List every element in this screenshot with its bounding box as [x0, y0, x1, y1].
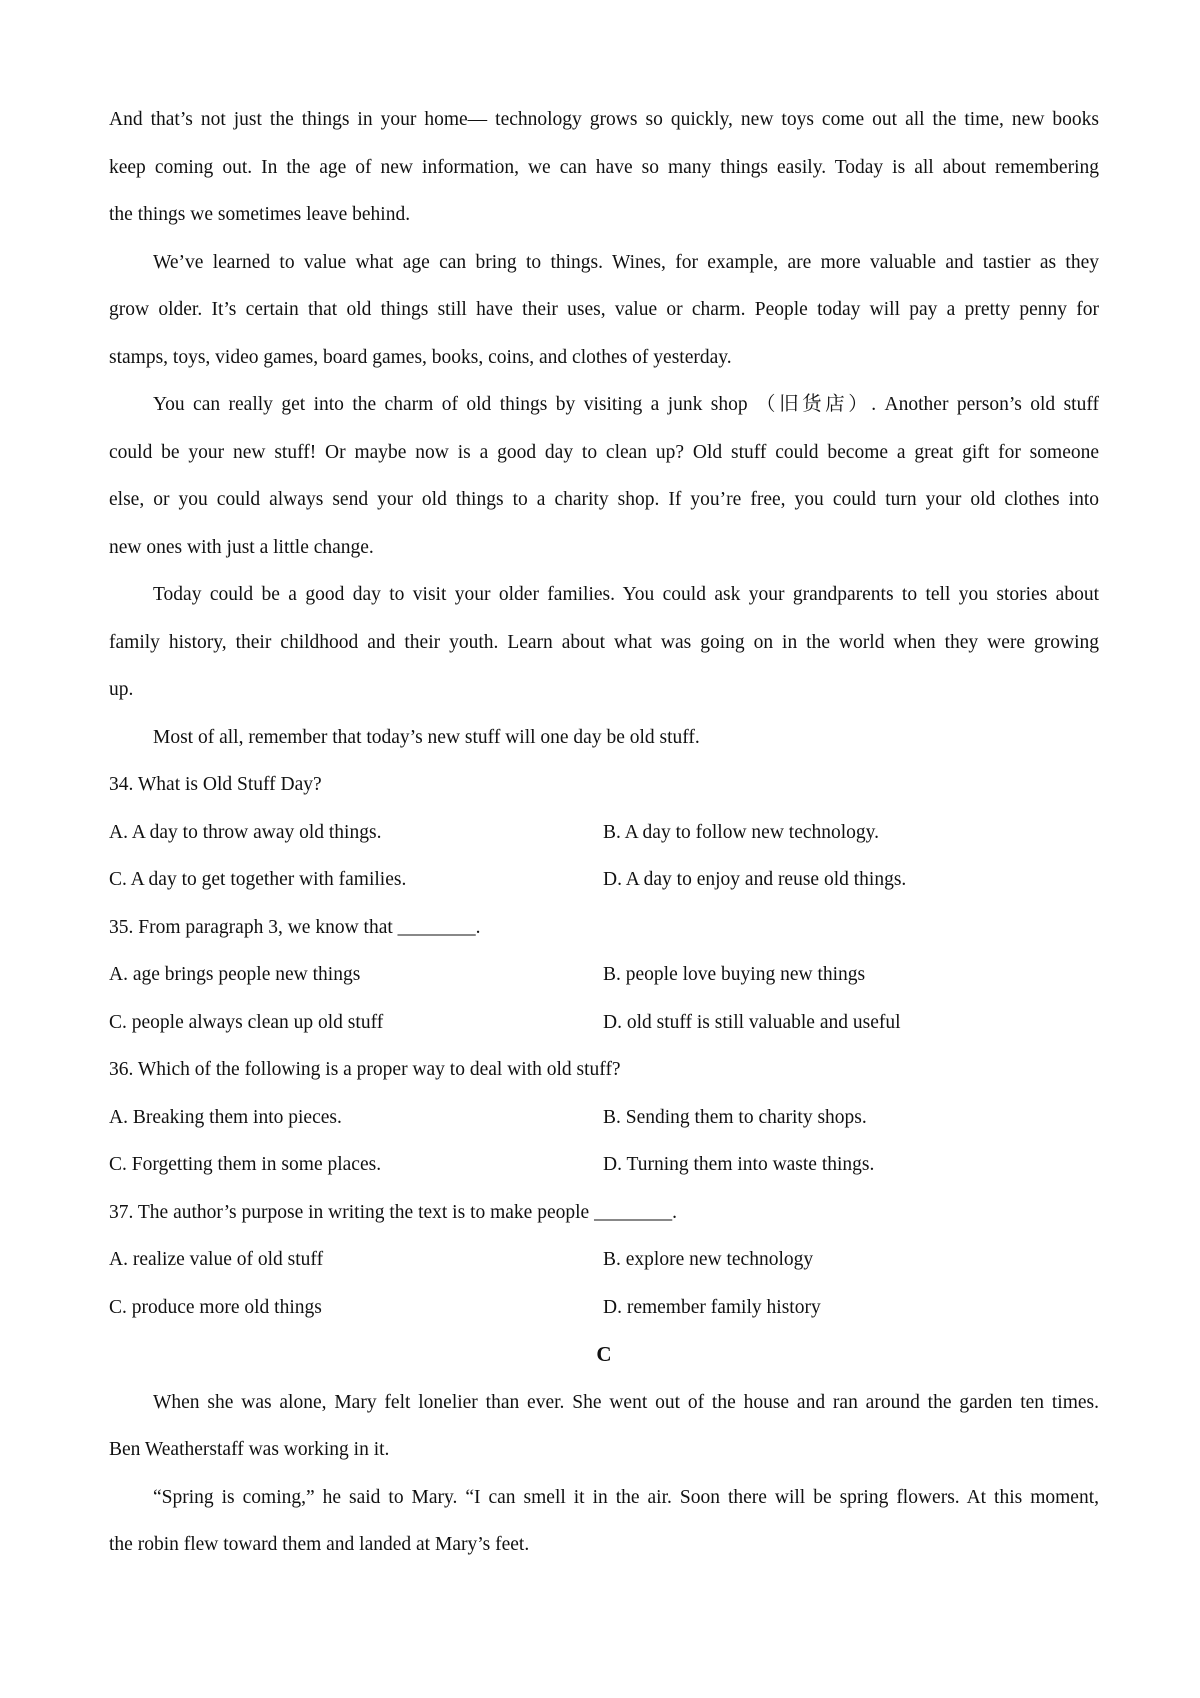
- passage-line: else, or you could always send your old things to a charity shop. If you’re free, you could turn your old clothes into: [109, 489, 1099, 510]
- passage-line: up.: [109, 679, 134, 700]
- passage-line: Ben Weatherstaff was working in it.: [109, 1439, 390, 1460]
- option-row: [109, 1236, 1099, 1284]
- option-row: [109, 999, 1099, 1047]
- passage-line: We’ve learned to value what age can bring to things. Wines, for example, are more valuable and tastier as they: [153, 251, 1099, 273]
- passage-line: stamps, toys, video games, board games, books, coins, and clothes of yesterday.: [109, 346, 732, 368]
- option-b: B. Sending them to charity shops.: [603, 1106, 867, 1128]
- passage-line: “Spring is coming,” he said to Mary. “I can smell it in the air. Soon there will be spring flowers. At this moment,: [153, 1486, 1099, 1508]
- passage-line: the robin flew toward them and landed at Mary’s feet.: [109, 1534, 530, 1555]
- option-b: B. people love buying new things: [603, 964, 866, 985]
- passage-line: Today could be a good day to visit your older families. You could ask your grandparents to tell you stories about: [153, 584, 1099, 605]
- option-c: C. produce more old things: [109, 1296, 322, 1318]
- passage-line: grow older. It’s certain that old things still have their uses, value or charm. People today will pay a pretty penny for: [109, 299, 1099, 320]
- passage-line: When she was alone, Mary felt lonelier than ever. She went out of the house and ran around the garden ten times.: [153, 1391, 1099, 1413]
- option-d: D. old stuff is still valuable and useful: [603, 1011, 901, 1033]
- passage-line: the things we sometimes leave behind.: [109, 204, 411, 225]
- question-stem: 37. The author’s purpose in writing the text is to make people ________.: [109, 1201, 677, 1223]
- option-a: A. Breaking them into pieces.: [109, 1106, 342, 1128]
- option-a: A. realize value of old stuff: [109, 1249, 324, 1270]
- option-row: [109, 951, 1099, 999]
- option-b: B. A day to follow new technology.: [603, 821, 880, 843]
- option-row: [109, 809, 1099, 857]
- question-stem: 36. Which of the following is a proper way to deal with old stuff?: [109, 1059, 621, 1080]
- option-row: [109, 856, 1099, 904]
- passage-line: family history, their childhood and their youth. Learn about what was going on in the world when they were growing: [109, 631, 1099, 653]
- question-stem: 34. What is Old Stuff Day?: [109, 774, 322, 795]
- option-row: [109, 1141, 1099, 1189]
- option-d: D. remember family history: [603, 1296, 821, 1318]
- option-c: C. A day to get together with families.: [109, 869, 407, 890]
- section-title: C: [596, 1342, 612, 1366]
- option-d: D. A day to enjoy and reuse old things.: [603, 869, 907, 890]
- option-a: A. age brings people new things: [109, 964, 361, 985]
- passage-line: keep coming out. In the age of new information, we can have so many things easily. Today is all about remembering: [109, 156, 1099, 178]
- passage-line: And that’s not just the things in your home— technology grows so quickly, new toys come out all the time, new books: [109, 109, 1099, 130]
- passage-line: Most of all, remember that today’s new stuff will one day be old stuff.: [153, 726, 700, 748]
- option-d: D. Turning them into waste things.: [603, 1154, 875, 1175]
- passage-line: You can really get into the charm of old things by visiting a junk shop （旧货店）. Another person’s old stuff: [153, 394, 1099, 415]
- content-column: [109, 96, 1099, 1569]
- option-row: [109, 1284, 1099, 1332]
- passage-line: new ones with just a little change.: [109, 536, 374, 558]
- question-stem: 35. From paragraph 3, we know that ________.: [109, 916, 481, 938]
- passage-line: could be your new stuff! Or maybe now is a good day to clean up? Old stuff could become a great gift for someone: [109, 441, 1099, 463]
- option-b: B. explore new technology: [603, 1249, 814, 1270]
- option-row: [109, 1094, 1099, 1142]
- option-c: C. people always clean up old stuff: [109, 1011, 384, 1033]
- option-a: A. A day to throw away old things.: [109, 821, 382, 843]
- option-c: C. Forgetting them in some places.: [109, 1154, 382, 1175]
